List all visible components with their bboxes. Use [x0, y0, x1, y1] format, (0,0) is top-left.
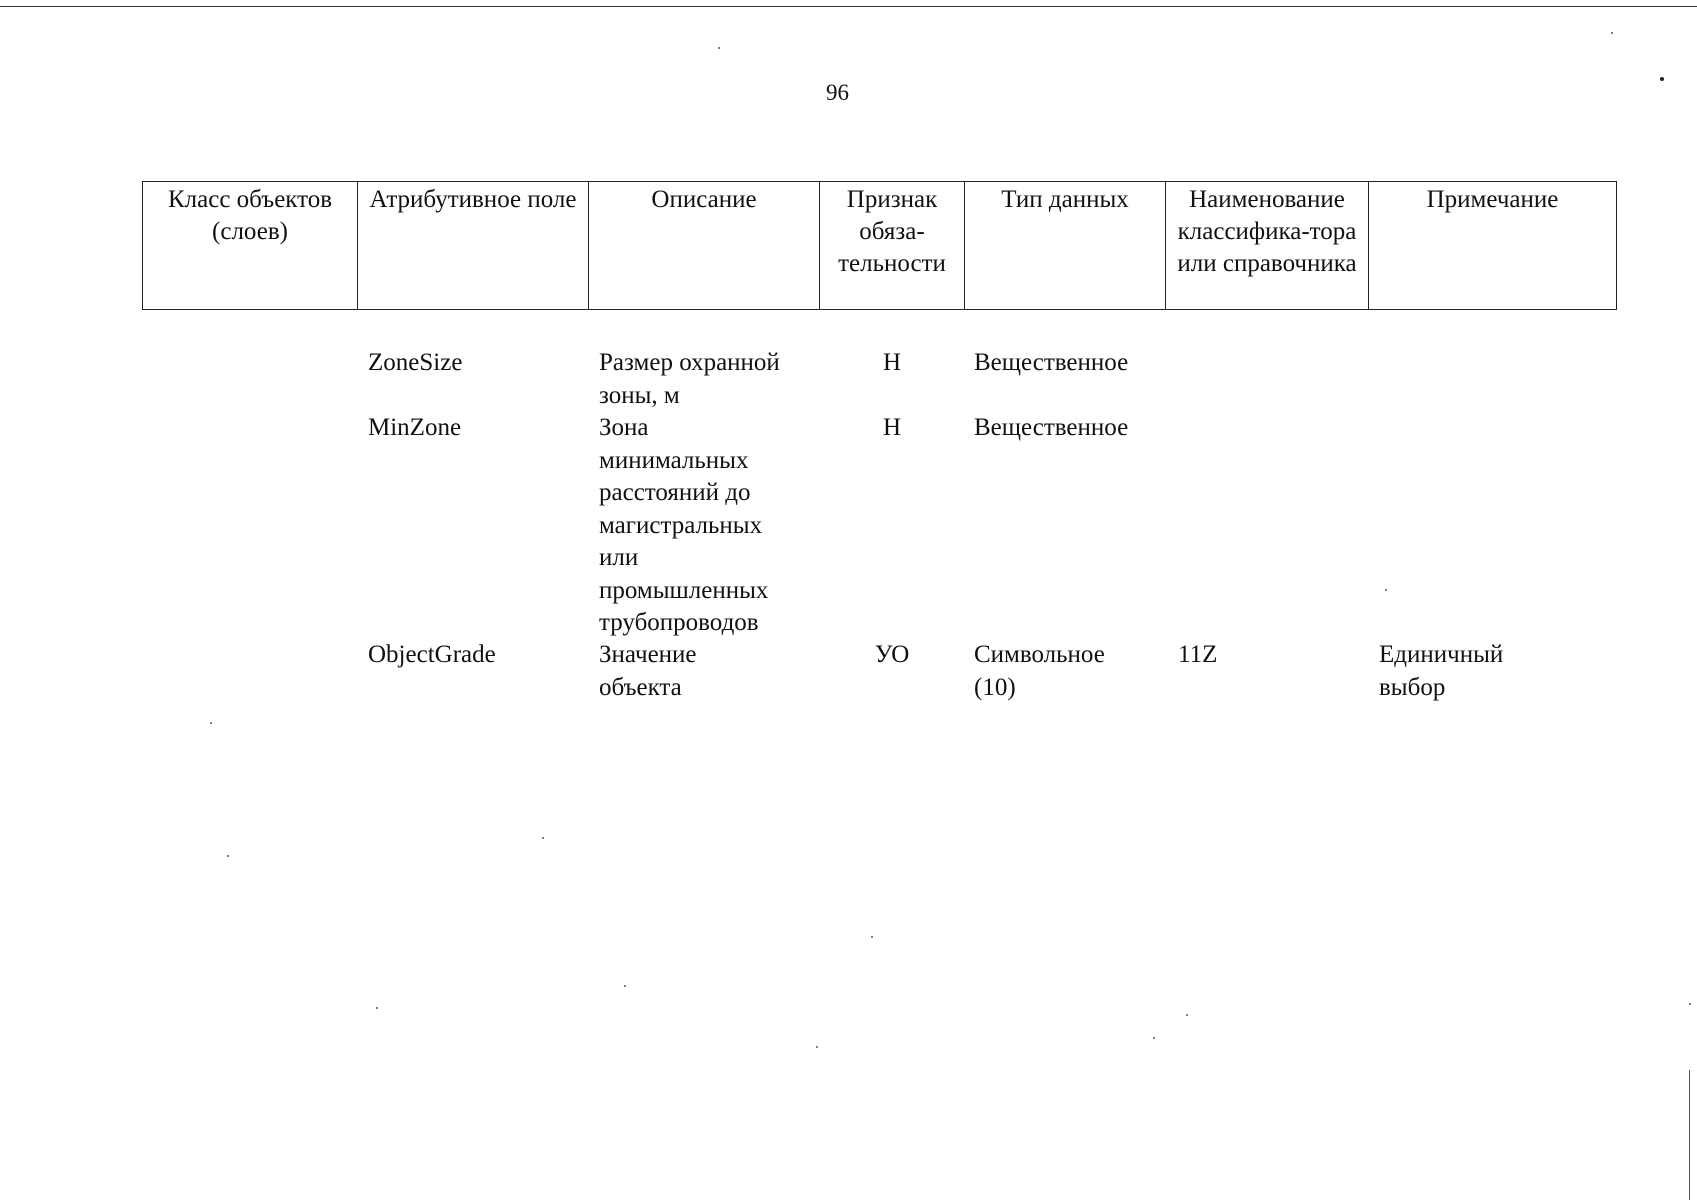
header-object-class: Класс объектов (слоев) [143, 182, 358, 310]
header-required-flag: Признак обяза-тельности [820, 182, 965, 310]
header-row [143, 182, 1617, 310]
header-note: Примечание [1369, 182, 1617, 310]
row-1-required: Н [882, 349, 902, 376]
scan-speck [718, 47, 720, 49]
row-1-description: Размер охранной зоны, м [599, 349, 780, 409]
row-3-description: Значение объекта [599, 641, 697, 701]
scan-speck [1689, 1003, 1691, 1005]
scan-speck [210, 722, 212, 724]
row-2-field: MinZone [368, 414, 462, 441]
header-data-type: Тип данных [965, 182, 1166, 310]
header-description: Описание [589, 182, 820, 310]
row-3-required: УО [874, 641, 910, 668]
header-classifier-name: Наименование классифика-тора или справочника [1166, 182, 1369, 310]
row-2-required: Н [882, 414, 902, 441]
row-3-note: Единичный выбор [1379, 641, 1504, 701]
page-number: 96 [826, 80, 849, 105]
top-border-line [0, 6, 1697, 7]
scan-speck [1660, 77, 1664, 81]
header-attribute-field: Атрибутивное поле [358, 182, 589, 310]
scan-speck [1153, 1037, 1155, 1039]
row-1-field: ZoneSize [368, 349, 463, 376]
scan-speck [816, 1046, 818, 1048]
scan-speck [1186, 1014, 1188, 1016]
row-3-type: Символьное (10) [974, 641, 1105, 701]
scan-speck [624, 985, 626, 987]
scan-edge-line [1689, 1070, 1690, 1200]
row-2-type: Вещественное [974, 414, 1129, 441]
row-3-classifier: 11Z [1178, 641, 1218, 668]
scan-speck [871, 936, 873, 938]
row-2-description: Зона минимальных расстояний до магистральных или промышленных трубопроводов [599, 414, 769, 636]
row-3-field: ObjectGrade [368, 641, 496, 668]
row-1-type: Вещественное [974, 349, 1129, 376]
scan-speck [542, 837, 544, 839]
attribute-table-header [142, 181, 1617, 310]
scan-speck [376, 1007, 378, 1009]
scan-speck [227, 855, 229, 857]
scan-speck [1611, 32, 1613, 34]
scan-speck [1385, 589, 1387, 591]
